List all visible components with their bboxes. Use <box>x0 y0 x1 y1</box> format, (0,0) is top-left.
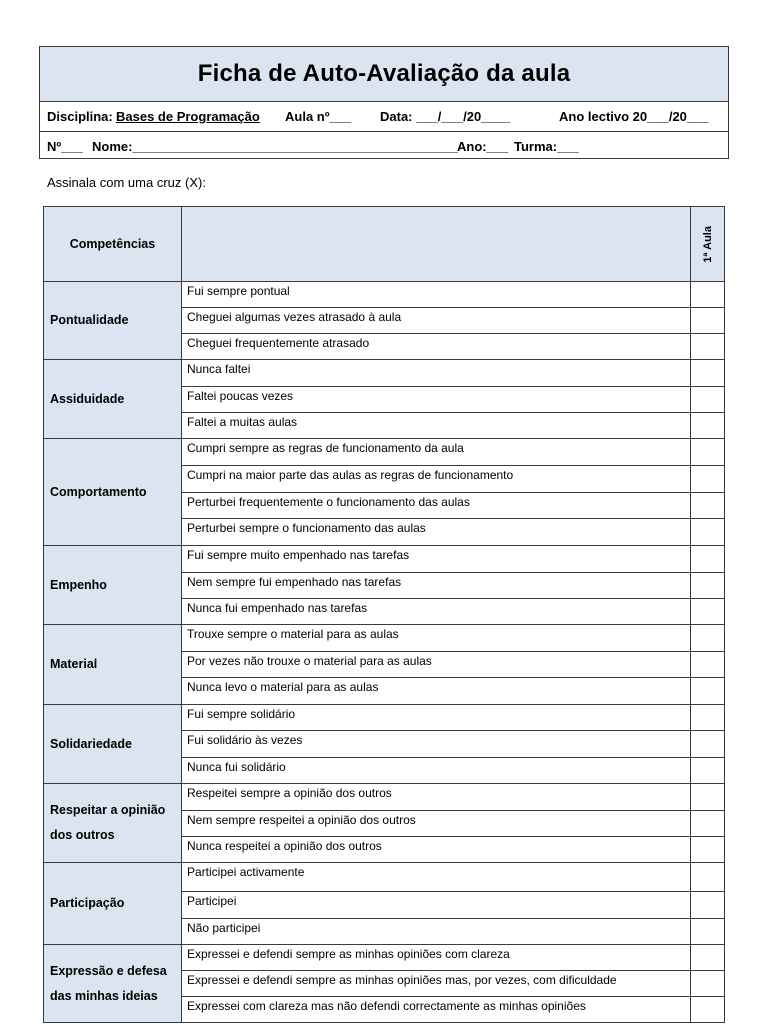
table-row <box>44 705 725 731</box>
competency-descriptor: Nunca fui solidário <box>182 758 691 784</box>
instruction-text: Assinala com uma cruz (X): <box>47 175 206 190</box>
table-header-row <box>44 207 725 282</box>
competency-category: Participação <box>44 863 182 945</box>
competencias-header: Competências <box>44 207 182 282</box>
mark-cell[interactable] <box>691 678 725 705</box>
table-row <box>44 784 725 811</box>
competency-descriptor: Nunca levo o material para as aulas <box>182 678 691 705</box>
competency-descriptor: Perturbei sempre o funcionamento das aulas <box>182 519 691 546</box>
mark-cell[interactable] <box>691 387 725 413</box>
competency-descriptor: Perturbei frequentemente o funcionamento das aulas <box>182 493 691 519</box>
competency-descriptor: Cumpri na maior parte das aulas as regras de funcionamento <box>182 466 691 493</box>
mark-cell[interactable] <box>691 919 725 945</box>
mark-cell[interactable] <box>691 599 725 625</box>
mark-cell[interactable] <box>691 493 725 519</box>
mark-cell[interactable] <box>691 731 725 758</box>
competency-descriptor: Nunca fui empenhado nas tarefas <box>182 599 691 625</box>
competency-descriptor: Nem sempre fui empenhado nas tarefas <box>182 573 691 599</box>
competency-descriptor: Nunca respeitei a opinião dos outros <box>182 837 691 863</box>
competency-descriptor: Não participei <box>182 919 691 945</box>
header-box <box>39 46 729 159</box>
info-row-class <box>40 102 728 132</box>
competency-descriptor: Fui sempre pontual <box>182 282 691 308</box>
student-number-field[interactable]: Nº___ <box>47 139 83 154</box>
competency-descriptor: Participei <box>182 892 691 919</box>
aula-header-label: 1ª Aula <box>701 225 714 263</box>
mark-cell[interactable] <box>691 652 725 678</box>
table-row <box>44 945 725 971</box>
mark-cell[interactable] <box>691 945 725 971</box>
table-row <box>44 360 725 387</box>
competency-category: Empenho <box>44 546 182 625</box>
mark-cell[interactable] <box>691 546 725 573</box>
competency-category: Comportamento <box>44 439 182 546</box>
mark-cell[interactable] <box>691 784 725 811</box>
competency-category: Solidariedade <box>44 705 182 784</box>
competency-descriptor: Nunca faltei <box>182 360 691 387</box>
competency-descriptor: Fui solidário às vezes <box>182 731 691 758</box>
competency-category: Material <box>44 625 182 705</box>
mark-cell[interactable] <box>691 334 725 360</box>
competency-descriptor: Fui sempre muito empenhado nas tarefas <box>182 546 691 573</box>
mark-cell[interactable] <box>691 282 725 308</box>
mark-cell[interactable] <box>691 971 725 997</box>
competency-descriptor: Participei activamente <box>182 863 691 892</box>
competency-descriptor: Cheguei algumas vezes atrasado à aula <box>182 308 691 334</box>
competency-category: Pontualidade <box>44 282 182 360</box>
self-assessment-table <box>43 206 725 1023</box>
competency-descriptor: Expressei e defendi sempre as minhas opiniões com clareza <box>182 945 691 971</box>
disciplina-label: Disciplina: <box>47 109 113 124</box>
mark-cell[interactable] <box>691 573 725 599</box>
year-field[interactable]: Ano:___ <box>457 139 509 154</box>
mark-cell[interactable] <box>691 811 725 837</box>
competency-category: Expressão e defesa das minhas ideias <box>44 945 182 1023</box>
mark-cell[interactable] <box>691 837 725 863</box>
class-field[interactable]: Turma:___ <box>514 139 579 154</box>
table-row <box>44 282 725 308</box>
competency-descriptor: Trouxe sempre o material para as aulas <box>182 625 691 652</box>
competency-descriptor: Respeitei sempre a opinião dos outros <box>182 784 691 811</box>
mark-cell[interactable] <box>691 519 725 546</box>
competency-descriptor: Cumpri sempre as regras de funcionamento da aula <box>182 439 691 466</box>
competency-descriptor: Nem sempre respeitei a opinião dos outros <box>182 811 691 837</box>
info-row-student <box>40 132 728 160</box>
school-year-field[interactable]: Ano lectivo 20___/20___ <box>559 109 709 124</box>
table-row <box>44 546 725 573</box>
mark-cell[interactable] <box>691 863 725 892</box>
date-field[interactable]: Data: ___/___/20____ <box>380 109 511 124</box>
mark-cell[interactable] <box>691 466 725 493</box>
descriptor-header <box>182 207 691 282</box>
mark-cell[interactable] <box>691 705 725 731</box>
mark-cell[interactable] <box>691 308 725 334</box>
mark-cell[interactable] <box>691 892 725 919</box>
table-row <box>44 439 725 466</box>
mark-cell[interactable] <box>691 413 725 439</box>
table-row <box>44 625 725 652</box>
competency-descriptor: Cheguei frequentemente atrasado <box>182 334 691 360</box>
competency-descriptor: Faltei poucas vezes <box>182 387 691 413</box>
competency-category: Assiduidade <box>44 360 182 439</box>
aula-header <box>691 207 725 282</box>
competency-descriptor: Expressei com clareza mas não defendi correctamente as minhas opiniões <box>182 997 691 1023</box>
mark-cell[interactable] <box>691 360 725 387</box>
student-name-field[interactable]: Nome:_____________________________________________ <box>92 139 458 154</box>
page-title: Ficha de Auto-Avaliação da aula <box>40 47 728 102</box>
competency-category: Respeitar a opinião dos outros <box>44 784 182 863</box>
mark-cell[interactable] <box>691 758 725 784</box>
disciplina-value[interactable]: Bases de Programação <box>116 109 260 124</box>
competency-descriptor: Fui sempre solidário <box>182 705 691 731</box>
aula-number-field[interactable]: Aula nº___ <box>285 109 352 124</box>
mark-cell[interactable] <box>691 997 725 1023</box>
competency-descriptor: Expressei e defendi sempre as minhas opiniões mas, por vezes, com dificuldade <box>182 971 691 997</box>
competency-descriptor: Faltei a muitas aulas <box>182 413 691 439</box>
mark-cell[interactable] <box>691 625 725 652</box>
competency-descriptor: Por vezes não trouxe o material para as aulas <box>182 652 691 678</box>
mark-cell[interactable] <box>691 439 725 466</box>
table-row <box>44 863 725 892</box>
